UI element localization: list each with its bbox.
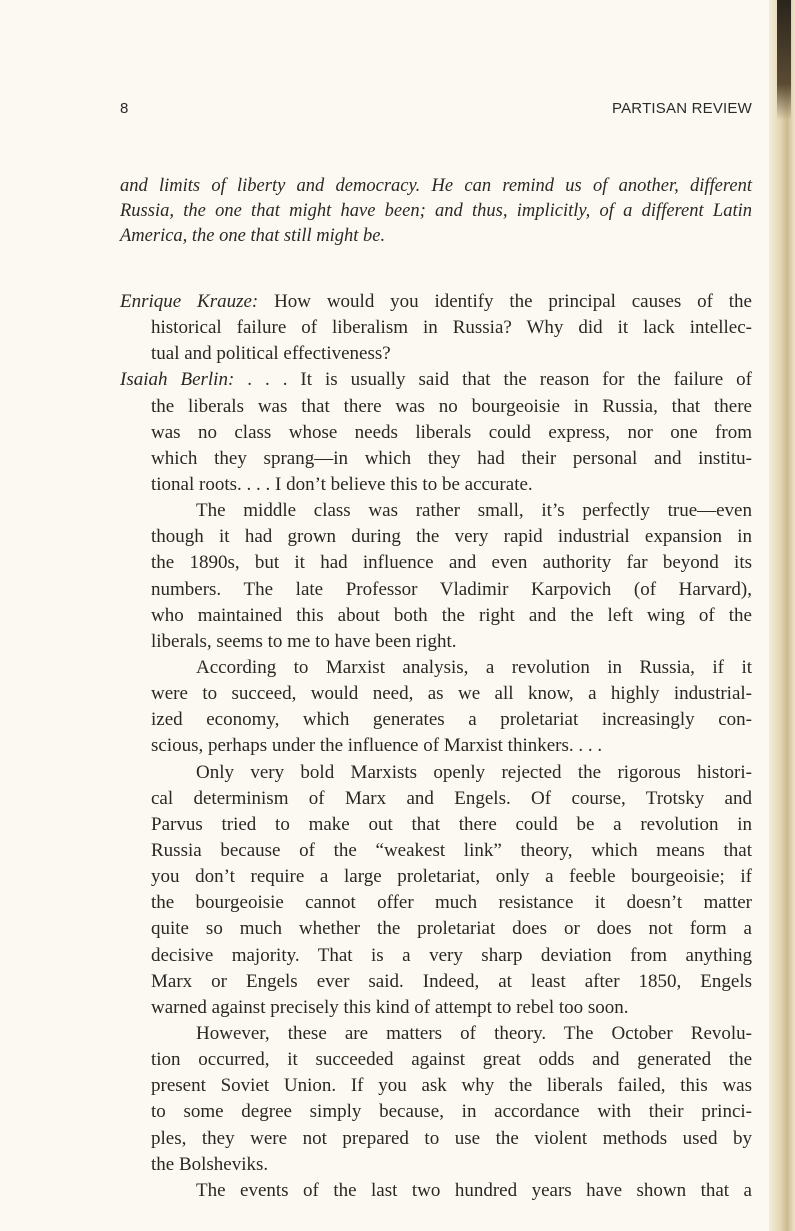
speaker-name: Isaiah Berlin:: [120, 369, 235, 391]
text-line: According to Marxist analysis, a revolution in Russia, if it: [196, 656, 752, 678]
speaker-line: [120, 289, 752, 315]
text-line: tional roots. . . . I don’t believe this to be accurate.: [151, 473, 533, 495]
speaker-name: Enrique Krauze:: [120, 291, 259, 312]
speaker-text: How would you identify the principal causes of the: [258, 291, 752, 312]
speaker-text: . . . It is usually said that the reason for the failure of: [234, 369, 752, 391]
text-line: quite so much whether the proletariat does or does not form a: [151, 918, 752, 940]
text-line: ples, they were not prepared to use the violent methods used by: [151, 1127, 752, 1149]
text-line: tion occurred, it succeeded against great odds and generated the: [151, 1049, 752, 1071]
text-line: However, these are matters of theory. The October Revolu-: [196, 1022, 752, 1044]
text-line: the bourgeoisie cannot offer much resistance it doesn’t matter: [151, 892, 752, 914]
text-line: tual and political effectiveness?: [151, 343, 391, 365]
text-line: the liberals was that there was no bourgeoisie in Russia, that there: [151, 395, 752, 417]
text-line: historical failure of liberalism in Russia? Why did it lack intellec-: [151, 317, 752, 339]
text-line: present Soviet Union. If you ask why the liberals failed, this was: [151, 1075, 752, 1097]
text-line: Marx or Engels ever said. Indeed, at least after 1850, Engels: [151, 970, 752, 992]
text-line: Only very bold Marxists openly rejected the rigorous histori-: [196, 761, 752, 783]
running-header: [120, 100, 752, 122]
text-line: ized economy, which generates a proletariat increasingly con-: [151, 709, 752, 731]
text-line: Russia because of the “weakest link” theory, which means that: [151, 839, 752, 861]
text-line: you don’t require a large proletariat, only a feeble bourgeoisie; if: [151, 866, 752, 888]
interview-text: [120, 289, 752, 1204]
text-line: the 1890s, but it had influence and even authority far beyond its: [151, 552, 752, 574]
intro-line: Russia, the one that might have been; and thus, implicitly, of a different Latin: [120, 201, 752, 221]
text-line: were to succeed, would need, as we all know, a highly industrial-: [151, 683, 752, 705]
text-line: The events of the last two hundred years have shown that a: [196, 1179, 752, 1201]
text-line: Parvus tried to make out that there could be a revolution in: [151, 813, 752, 835]
page-number: 8: [120, 100, 129, 117]
text-line: liberals, seems to me to have been right.: [151, 630, 457, 652]
intro-line: America, the one that still might be.: [120, 226, 386, 246]
text-line: decisive majority. That is a very sharp deviation from anything: [151, 944, 752, 966]
text-line: cal determinism of Marx and Engels. Of course, Trotsky and: [151, 787, 752, 809]
intro-line: and limits of liberty and democracy. He can remind us of another, different: [120, 176, 752, 196]
binding-shadow: [777, 0, 791, 120]
text-line: warned against precisely this kind of attempt to rebel too soon.: [151, 996, 629, 1018]
journal-title: PARTISAN REVIEW: [612, 100, 752, 117]
text-line: numbers. The late Professor Vladimir Karpovich (of Harvard),: [151, 578, 752, 600]
text-line: to some degree simply because, in accordance with their princi-: [151, 1101, 752, 1123]
text-line: The middle class was rather small, it’s perfectly true—even: [196, 500, 752, 522]
text-line: scious, perhaps under the influence of Marxist thinkers. . . .: [151, 735, 603, 757]
italic-introduction: [120, 174, 752, 249]
text-line: was no class whose needs liberals could express, nor one from: [151, 421, 752, 443]
text-line: who maintained this about both the right and the left wing of the: [151, 604, 752, 626]
text-line: though it had grown during the very rapid industrial expansion in: [151, 526, 752, 548]
text-line: the Bolsheviks.: [151, 1153, 269, 1175]
speaker-line: [120, 367, 752, 393]
page-edge: [769, 0, 795, 1231]
text-line: which they sprang—in which they had their personal and institu-: [151, 447, 752, 469]
